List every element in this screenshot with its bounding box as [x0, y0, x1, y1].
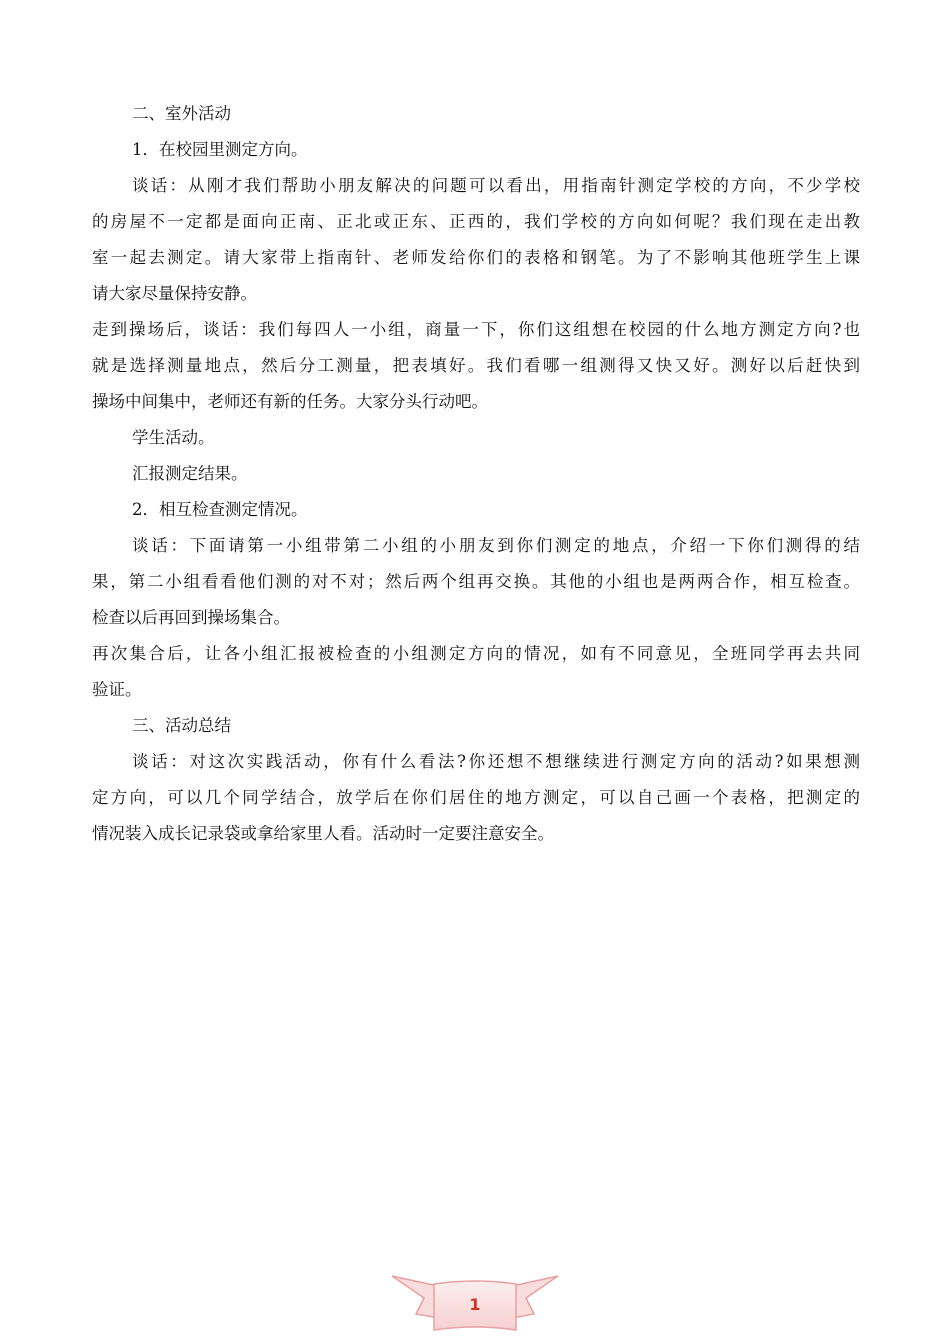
- paragraph-line: 定方向，可以几个同学结合，放学后在你们居住的地方测定，可以自己画一个表格，把测定的: [92, 788, 860, 807]
- paragraph-line: 果，第二小组看看他们测的对不对；然后两个组再交换。其他的小组也是两两合作，相互检查。: [92, 572, 860, 591]
- paragraph-line: 谈话：对这次实践活动，你有什么看法?你还想不想继续进行测定方向的活动?如果想测: [132, 752, 860, 771]
- paragraph-line: 学生活动。: [132, 428, 215, 447]
- document-body: [92, 96, 860, 852]
- section-heading-summary: 三、活动总结: [132, 716, 231, 735]
- paragraph-line: 谈话：下面请第一小组带第二小组的小朋友到你们测定的地点，介绍一下你们测得的结: [132, 536, 860, 555]
- paragraph-line: 走到操场后，谈话：我们每四人一小组，商量一下，你们这组想在校园的什么地方测定方向?也: [92, 320, 860, 339]
- paragraph-line: 汇报测定结果。: [132, 464, 248, 483]
- paragraph-line: 室一起去测定。请大家带上指南针、老师发给你们的表格和钢笔。为了不影响其他班学生上课: [92, 248, 860, 267]
- paragraph-line: 情况装入成长记录袋或拿给家里人看。活动时一定要注意安全。: [92, 824, 554, 843]
- paragraph-line: 谈话：从刚才我们帮助小朋友解决的问题可以看出，用指南针测定学校的方向，不少学校: [132, 176, 860, 195]
- paragraph-line: 验证。: [92, 680, 142, 699]
- paragraph-line: 检查以后再回到操场集合。: [92, 608, 290, 627]
- section-heading-outdoor: 二、室外活动: [132, 104, 231, 123]
- subsection-heading-check: 2．相互检查测定情况。: [132, 500, 308, 519]
- page-number: 1: [469, 1295, 481, 1314]
- page-footer: [390, 1274, 560, 1338]
- paragraph-line: 再次集合后，让各小组汇报被检查的小组测定方向的情况，如有不同意见，全班同学再去共同: [92, 644, 860, 663]
- subsection-heading-measure: 1．在校园里测定方向。: [132, 140, 308, 159]
- paragraph-line: 请大家尽量保持安静。: [92, 284, 257, 303]
- paragraph-line: 操场中间集中，老师还有新的任务。大家分头行动吧。: [92, 392, 488, 411]
- paragraph-line: 的房屋不一定都是面向正南、正北或正东、正西的，我们学校的方向如何呢？我们现在走出教: [92, 212, 860, 231]
- paragraph-line: 就是选择测量地点，然后分工测量，把表填好。我们看哪一组测得又快又好。测好以后赶快到: [92, 356, 860, 375]
